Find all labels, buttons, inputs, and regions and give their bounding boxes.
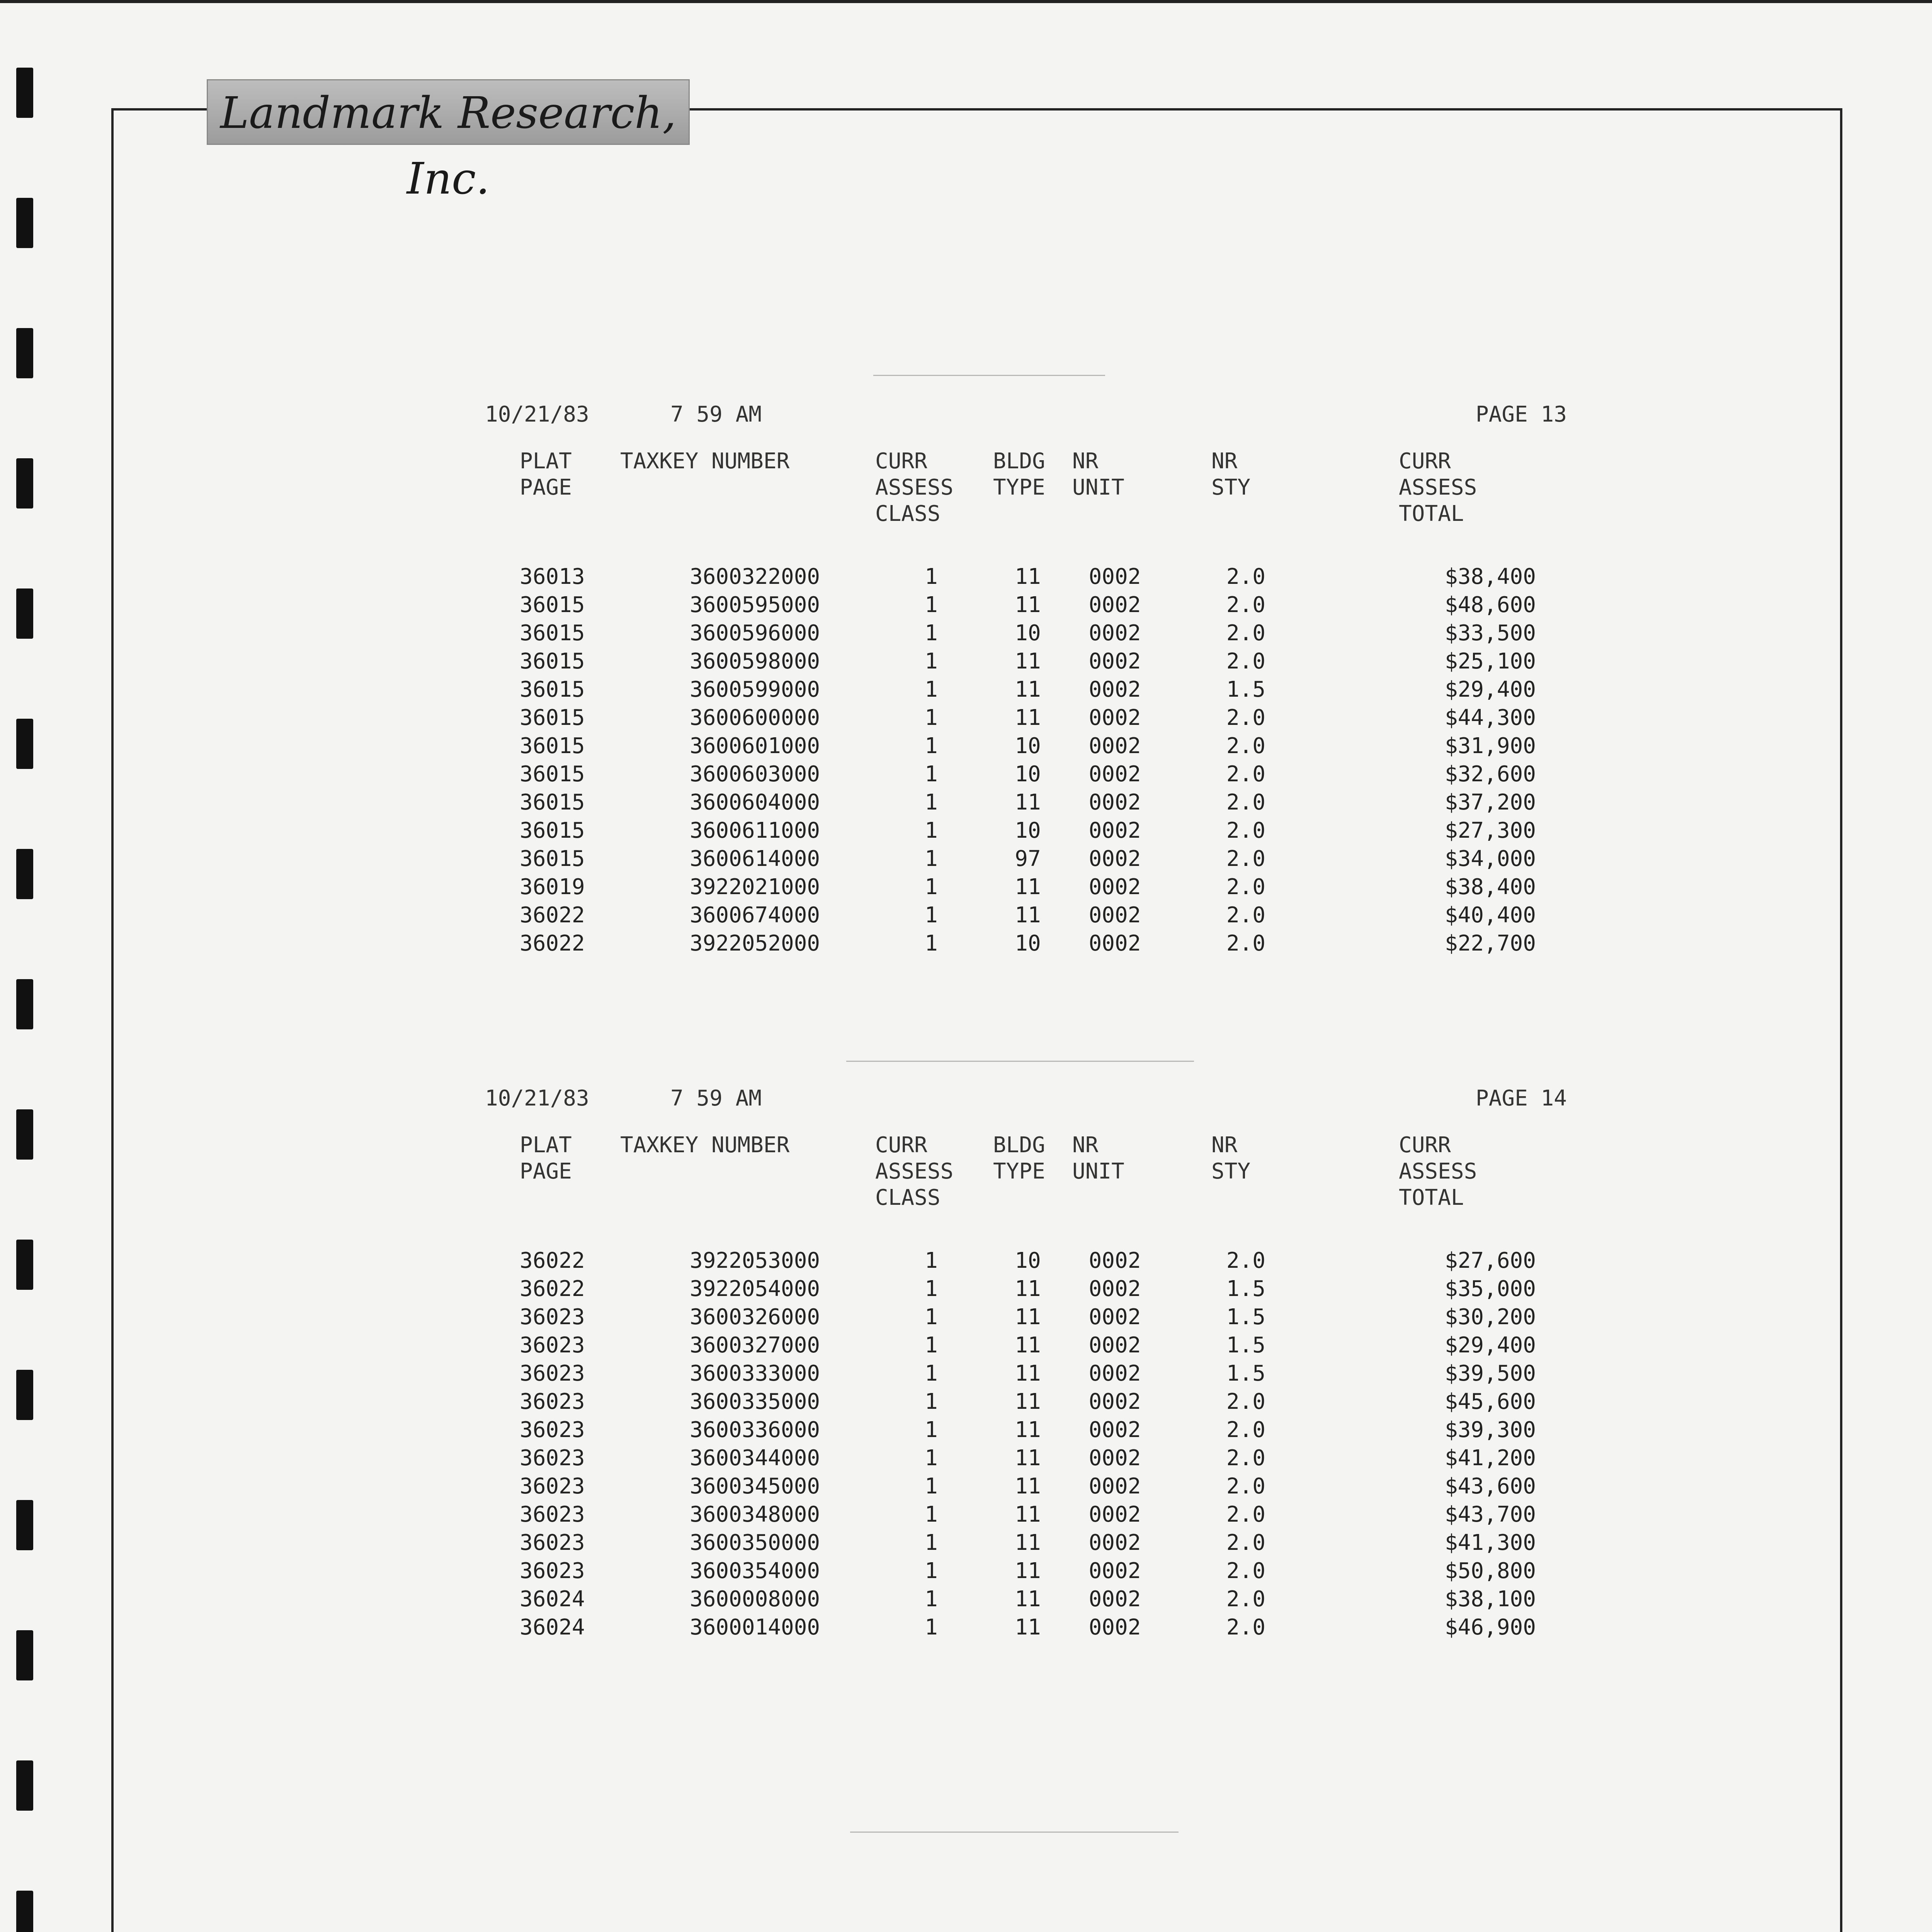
- cell-bldg: 11: [1015, 1417, 1041, 1442]
- cell-total: $27,300: [1444, 818, 1536, 843]
- cell-bldg: 11: [1015, 1474, 1041, 1499]
- column-header-class: ASSESS: [875, 475, 954, 500]
- cell-unit: 0002: [1088, 1558, 1141, 1583]
- cell-sty: 2.0: [1226, 1248, 1265, 1273]
- table-row: [485, 818, 1567, 846]
- column-header-total: ASSESS: [1399, 1159, 1477, 1184]
- cell-class: 1: [925, 1587, 938, 1612]
- cell-taxkey: 3600014000: [690, 1615, 820, 1640]
- cell-sty: 1.5: [1226, 1304, 1265, 1330]
- report-date: 10/21/83: [485, 1086, 589, 1111]
- cell-unit: 0002: [1088, 931, 1141, 956]
- cell-sty: 2.0: [1226, 733, 1265, 759]
- column-header-plat: PAGE: [520, 1159, 572, 1184]
- cell-taxkey: 3600345000: [690, 1474, 820, 1499]
- cell-total: $39,500: [1444, 1361, 1536, 1386]
- cell-unit: 0002: [1088, 1587, 1141, 1612]
- cell-bldg: 10: [1015, 818, 1041, 843]
- cell-total: $30,200: [1444, 1304, 1536, 1330]
- table-row: [485, 1502, 1567, 1530]
- cell-sty: 2.0: [1226, 846, 1265, 871]
- cell-sty: 2.0: [1226, 705, 1265, 730]
- cell-class: 1: [925, 649, 938, 674]
- cell-bldg: 11: [1015, 1587, 1041, 1612]
- cell-plat: 36023: [520, 1333, 585, 1358]
- report-page-label: PAGE 14: [1475, 1086, 1567, 1111]
- cell-bldg: 11: [1015, 1502, 1041, 1527]
- column-header-bldg: TYPE: [993, 475, 1045, 500]
- cell-bldg: 10: [1015, 931, 1041, 956]
- table-row: [485, 649, 1567, 677]
- top-border: [0, 0, 1932, 3]
- punch-hole: [16, 1370, 33, 1420]
- cell-total: $29,400: [1444, 1333, 1536, 1358]
- cell-sty: 2.0: [1226, 649, 1265, 674]
- cell-taxkey: 3600008000: [690, 1587, 820, 1612]
- cell-total: $41,300: [1444, 1530, 1536, 1555]
- punch-hole: [16, 328, 33, 378]
- cell-taxkey: 3600596000: [690, 621, 820, 646]
- cell-class: 1: [925, 1304, 938, 1330]
- cell-sty: 1.5: [1226, 1361, 1265, 1386]
- cell-taxkey: 3600599000: [690, 677, 820, 702]
- cell-taxkey: 3600603000: [690, 762, 820, 787]
- report-page-label: PAGE 13: [1475, 402, 1567, 427]
- column-header-unit: UNIT: [1072, 1159, 1124, 1184]
- cell-sty: 2.0: [1226, 790, 1265, 815]
- cell-plat: 36024: [520, 1587, 585, 1612]
- column-header-class: CURR: [875, 449, 927, 474]
- table-row: [485, 564, 1567, 592]
- table-row: [485, 1615, 1567, 1643]
- cell-sty: 1.5: [1226, 1333, 1265, 1358]
- cell-bldg: 11: [1015, 1361, 1041, 1386]
- cell-unit: 0002: [1088, 621, 1141, 646]
- column-header-class: CLASS: [875, 501, 940, 526]
- column-header-total: CURR: [1399, 1133, 1451, 1158]
- cell-bldg: 10: [1015, 1248, 1041, 1273]
- cell-total: $34,000: [1444, 846, 1536, 871]
- cell-class: 1: [925, 1417, 938, 1442]
- column-header-plat: PLAT: [520, 449, 572, 474]
- punch-hole: [16, 1109, 33, 1160]
- cell-unit: 0002: [1088, 1502, 1141, 1527]
- cell-taxkey: 3600598000: [690, 649, 820, 674]
- cell-unit: 0002: [1088, 677, 1141, 702]
- cell-sty: 2.0: [1226, 1530, 1265, 1555]
- cell-class: 1: [925, 1276, 938, 1301]
- cell-taxkey: 3922054000: [690, 1276, 820, 1301]
- cell-unit: 0002: [1088, 762, 1141, 787]
- table-row: [485, 677, 1567, 705]
- cell-total: $38,400: [1444, 874, 1536, 900]
- cell-total: $40,400: [1444, 903, 1536, 928]
- cell-plat: 36015: [520, 790, 585, 815]
- cell-total: $37,200: [1444, 790, 1536, 815]
- cell-plat: 36023: [520, 1417, 585, 1442]
- cell-taxkey: 3600336000: [690, 1417, 820, 1442]
- cell-class: 1: [925, 874, 938, 900]
- cell-unit: 0002: [1088, 846, 1141, 871]
- table-row: [485, 931, 1567, 959]
- cell-sty: 2.0: [1226, 762, 1265, 787]
- table-row: [485, 846, 1567, 874]
- cell-sty: 2.0: [1226, 903, 1265, 928]
- punch-hole: [16, 1891, 33, 1932]
- cell-unit: 0002: [1088, 1389, 1141, 1414]
- cell-unit: 0002: [1088, 592, 1141, 617]
- cell-total: $48,600: [1444, 592, 1536, 617]
- table-row: [485, 1389, 1567, 1417]
- cell-unit: 0002: [1088, 1530, 1141, 1555]
- cell-unit: 0002: [1088, 1361, 1141, 1386]
- cell-unit: 0002: [1088, 1276, 1141, 1301]
- cell-bldg: 11: [1015, 564, 1041, 589]
- cell-plat: 36023: [520, 1304, 585, 1330]
- cell-unit: 0002: [1088, 874, 1141, 900]
- cell-taxkey: 3600674000: [690, 903, 820, 928]
- cell-plat: 36013: [520, 564, 585, 589]
- cell-total: $29,400: [1444, 677, 1536, 702]
- cell-taxkey: 3600600000: [690, 705, 820, 730]
- table-row: [485, 705, 1567, 733]
- column-header-sty: NR: [1211, 1133, 1238, 1158]
- cell-sty: 2.0: [1226, 621, 1265, 646]
- cell-bldg: 11: [1015, 1530, 1041, 1555]
- cell-class: 1: [925, 1446, 938, 1471]
- cell-class: 1: [925, 564, 938, 589]
- cell-plat: 36022: [520, 931, 585, 956]
- cell-taxkey: 3922053000: [690, 1248, 820, 1273]
- cell-class: 1: [925, 1333, 938, 1358]
- cell-plat: 36015: [520, 649, 585, 674]
- cell-plat: 36015: [520, 762, 585, 787]
- cell-total: $39,300: [1444, 1417, 1536, 1442]
- column-header-bldg: BLDG: [993, 449, 1045, 474]
- cell-class: 1: [925, 592, 938, 617]
- cell-class: 1: [925, 1248, 938, 1273]
- cell-plat: 36022: [520, 1276, 585, 1301]
- punch-hole: [16, 198, 33, 248]
- table-row: [485, 903, 1567, 930]
- cell-total: $22,700: [1444, 931, 1536, 956]
- cell-bldg: 10: [1015, 733, 1041, 759]
- cell-sty: 1.5: [1226, 677, 1265, 702]
- cell-sty: 2.0: [1226, 874, 1265, 900]
- cell-taxkey: 3600335000: [690, 1389, 820, 1414]
- cell-unit: 0002: [1088, 705, 1141, 730]
- punch-hole: [16, 1630, 33, 1680]
- cell-plat: 36015: [520, 677, 585, 702]
- punch-hole: [16, 719, 33, 769]
- cell-plat: 36019: [520, 874, 585, 900]
- cell-unit: 0002: [1088, 1248, 1141, 1273]
- cell-total: $25,100: [1444, 649, 1536, 674]
- cell-sty: 2.0: [1226, 1417, 1265, 1442]
- cell-taxkey: 3600354000: [690, 1558, 820, 1583]
- cell-total: $35,000: [1444, 1276, 1536, 1301]
- cell-taxkey: 3600611000: [690, 818, 820, 843]
- cell-bldg: 11: [1015, 1333, 1041, 1358]
- cell-taxkey: 3600350000: [690, 1530, 820, 1555]
- cell-sty: 2.0: [1226, 1446, 1265, 1471]
- table-row: [485, 874, 1567, 902]
- table-row: [485, 621, 1567, 648]
- cell-total: $33,500: [1444, 621, 1536, 646]
- cell-sty: 2.0: [1226, 1587, 1265, 1612]
- cell-plat: 36023: [520, 1389, 585, 1414]
- cell-bldg: 11: [1015, 903, 1041, 928]
- cell-taxkey: 3600595000: [690, 592, 820, 617]
- cell-bldg: 11: [1015, 649, 1041, 674]
- cell-total: $45,600: [1444, 1389, 1536, 1414]
- cell-total: $32,600: [1444, 762, 1536, 787]
- cell-class: 1: [925, 931, 938, 956]
- cell-class: 1: [925, 1474, 938, 1499]
- punch-hole: [16, 458, 33, 509]
- cell-sty: 2.0: [1226, 1615, 1265, 1640]
- cell-class: 1: [925, 733, 938, 759]
- table-row: [485, 1361, 1567, 1389]
- cell-plat: 36015: [520, 621, 585, 646]
- cell-unit: 0002: [1088, 1333, 1141, 1358]
- cell-plat: 36023: [520, 1530, 585, 1555]
- column-header-total: ASSESS: [1399, 475, 1477, 500]
- cell-total: $31,900: [1444, 733, 1536, 759]
- cell-sty: 2.0: [1226, 1389, 1265, 1414]
- cell-total: $43,700: [1444, 1502, 1536, 1527]
- cell-unit: 0002: [1088, 903, 1141, 928]
- company-logo: Landmark Research, Inc.: [207, 79, 690, 145]
- punch-hole: [16, 68, 33, 118]
- column-header-sty: STY: [1211, 1159, 1251, 1184]
- cell-taxkey: 3600322000: [690, 564, 820, 589]
- cell-taxkey: 3600614000: [690, 846, 820, 871]
- cell-class: 1: [925, 1502, 938, 1527]
- cell-unit: 0002: [1088, 1304, 1141, 1330]
- cell-class: 1: [925, 677, 938, 702]
- cell-sty: 2.0: [1226, 931, 1265, 956]
- table-row: [485, 1276, 1567, 1304]
- table-row: [485, 1587, 1567, 1614]
- cell-class: 1: [925, 1361, 938, 1386]
- cell-plat: 36015: [520, 592, 585, 617]
- cell-bldg: 11: [1015, 790, 1041, 815]
- cell-plat: 36015: [520, 818, 585, 843]
- column-header-plat: PLAT: [520, 1133, 572, 1158]
- cell-unit: 0002: [1088, 1474, 1141, 1499]
- column-header-class: CURR: [875, 1133, 927, 1158]
- cell-taxkey: 3600333000: [690, 1361, 820, 1386]
- cell-plat: 36023: [520, 1474, 585, 1499]
- cell-plat: 36023: [520, 1361, 585, 1386]
- column-header-unit: NR: [1072, 449, 1099, 474]
- cell-class: 1: [925, 903, 938, 928]
- cell-unit: 0002: [1088, 790, 1141, 815]
- cell-sty: 2.0: [1226, 1558, 1265, 1583]
- cell-bldg: 11: [1015, 1558, 1041, 1583]
- column-header-total: CURR: [1399, 449, 1451, 474]
- cell-bldg: 97: [1015, 846, 1041, 871]
- cell-bldg: 11: [1015, 705, 1041, 730]
- cell-taxkey: 3922021000: [690, 874, 820, 900]
- column-header-sty: STY: [1211, 475, 1251, 500]
- punch-hole: [16, 1500, 33, 1550]
- cell-plat: 36015: [520, 846, 585, 871]
- cell-total: $44,300: [1444, 705, 1536, 730]
- column-header-taxkey: TAXKEY NUMBER: [620, 449, 790, 474]
- cell-taxkey: 3600327000: [690, 1333, 820, 1358]
- table-row: [485, 1417, 1567, 1445]
- column-header-plat: PAGE: [520, 475, 572, 500]
- cell-total: $41,200: [1444, 1446, 1536, 1471]
- cell-bldg: 11: [1015, 1615, 1041, 1640]
- cell-taxkey: 3600344000: [690, 1446, 820, 1471]
- table-row: [485, 1558, 1567, 1586]
- cell-unit: 0002: [1088, 1446, 1141, 1471]
- column-header-bldg: TYPE: [993, 1159, 1045, 1184]
- cell-taxkey: 3600348000: [690, 1502, 820, 1527]
- report-time: 7 59 AM: [670, 1086, 762, 1111]
- cell-bldg: 11: [1015, 677, 1041, 702]
- cell-sty: 2.0: [1226, 564, 1265, 589]
- cell-taxkey: 3922052000: [690, 931, 820, 956]
- cell-total: $50,800: [1444, 1558, 1536, 1583]
- table-row: [485, 1446, 1567, 1473]
- report-date: 10/21/83: [485, 402, 589, 427]
- cell-class: 1: [925, 790, 938, 815]
- cell-class: 1: [925, 846, 938, 871]
- column-header-sty: NR: [1211, 449, 1238, 474]
- cell-sty: 2.0: [1226, 1474, 1265, 1499]
- cell-total: $38,100: [1444, 1587, 1536, 1612]
- cell-class: 1: [925, 818, 938, 843]
- punch-hole: [16, 588, 33, 639]
- cell-taxkey: 3600601000: [690, 733, 820, 759]
- cell-unit: 0002: [1088, 818, 1141, 843]
- table-row: [485, 762, 1567, 789]
- cell-total: $43,600: [1444, 1474, 1536, 1499]
- cell-total: $27,600: [1444, 1248, 1536, 1273]
- cell-plat: 36022: [520, 903, 585, 928]
- punch-hole: [16, 1240, 33, 1290]
- table-row: [485, 1248, 1567, 1276]
- cell-sty: 2.0: [1226, 592, 1265, 617]
- cell-total: $38,400: [1444, 564, 1536, 589]
- column-header-unit: NR: [1072, 1133, 1099, 1158]
- cell-class: 1: [925, 705, 938, 730]
- cell-plat: 36015: [520, 733, 585, 759]
- page-frame: [111, 108, 1842, 1932]
- cell-sty: 2.0: [1226, 818, 1265, 843]
- cell-plat: 36023: [520, 1446, 585, 1471]
- column-header-class: ASSESS: [875, 1159, 954, 1184]
- cell-plat: 36022: [520, 1248, 585, 1273]
- cell-unit: 0002: [1088, 1417, 1141, 1442]
- column-header-total: TOTAL: [1399, 501, 1464, 526]
- cell-class: 1: [925, 1558, 938, 1583]
- cell-class: 1: [925, 762, 938, 787]
- cell-bldg: 11: [1015, 1446, 1041, 1471]
- cell-unit: 0002: [1088, 649, 1141, 674]
- table-row: [485, 592, 1567, 620]
- table-row: [485, 1474, 1567, 1502]
- cell-bldg: 11: [1015, 1304, 1041, 1330]
- table-row: [485, 790, 1567, 818]
- cell-plat: 36024: [520, 1615, 585, 1640]
- cell-plat: 36015: [520, 705, 585, 730]
- table-row: [485, 1333, 1567, 1361]
- faint-rule: [850, 1832, 1179, 1833]
- cell-bldg: 11: [1015, 874, 1041, 900]
- table-row: [485, 1304, 1567, 1332]
- cell-sty: 2.0: [1226, 1502, 1265, 1527]
- cell-class: 1: [925, 1615, 938, 1640]
- column-header-total: TOTAL: [1399, 1185, 1464, 1210]
- cell-plat: 36023: [520, 1502, 585, 1527]
- table-row: [485, 733, 1567, 761]
- cell-unit: 0002: [1088, 564, 1141, 589]
- cell-taxkey: 3600326000: [690, 1304, 820, 1330]
- cell-class: 1: [925, 1389, 938, 1414]
- punch-hole: [16, 849, 33, 899]
- cell-class: 1: [925, 621, 938, 646]
- cell-class: 1: [925, 1530, 938, 1555]
- punch-hole: [16, 1760, 33, 1811]
- cell-plat: 36023: [520, 1558, 585, 1583]
- column-header-bldg: BLDG: [993, 1133, 1045, 1158]
- cell-bldg: 11: [1015, 1389, 1041, 1414]
- cell-sty: 1.5: [1226, 1276, 1265, 1301]
- cell-bldg: 11: [1015, 592, 1041, 617]
- faint-rule: [846, 1061, 1194, 1062]
- cell-unit: 0002: [1088, 733, 1141, 759]
- column-header-unit: UNIT: [1072, 475, 1124, 500]
- column-header-class: CLASS: [875, 1185, 940, 1210]
- punch-hole: [16, 979, 33, 1029]
- column-header-taxkey: TAXKEY NUMBER: [620, 1133, 790, 1158]
- faint-rule: [873, 375, 1105, 376]
- cell-unit: 0002: [1088, 1615, 1141, 1640]
- cell-bldg: 10: [1015, 762, 1041, 787]
- cell-taxkey: 3600604000: [690, 790, 820, 815]
- cell-bldg: 10: [1015, 621, 1041, 646]
- table-row: [485, 1530, 1567, 1558]
- cell-total: $46,900: [1444, 1615, 1536, 1640]
- report-time: 7 59 AM: [670, 402, 762, 427]
- cell-bldg: 11: [1015, 1276, 1041, 1301]
